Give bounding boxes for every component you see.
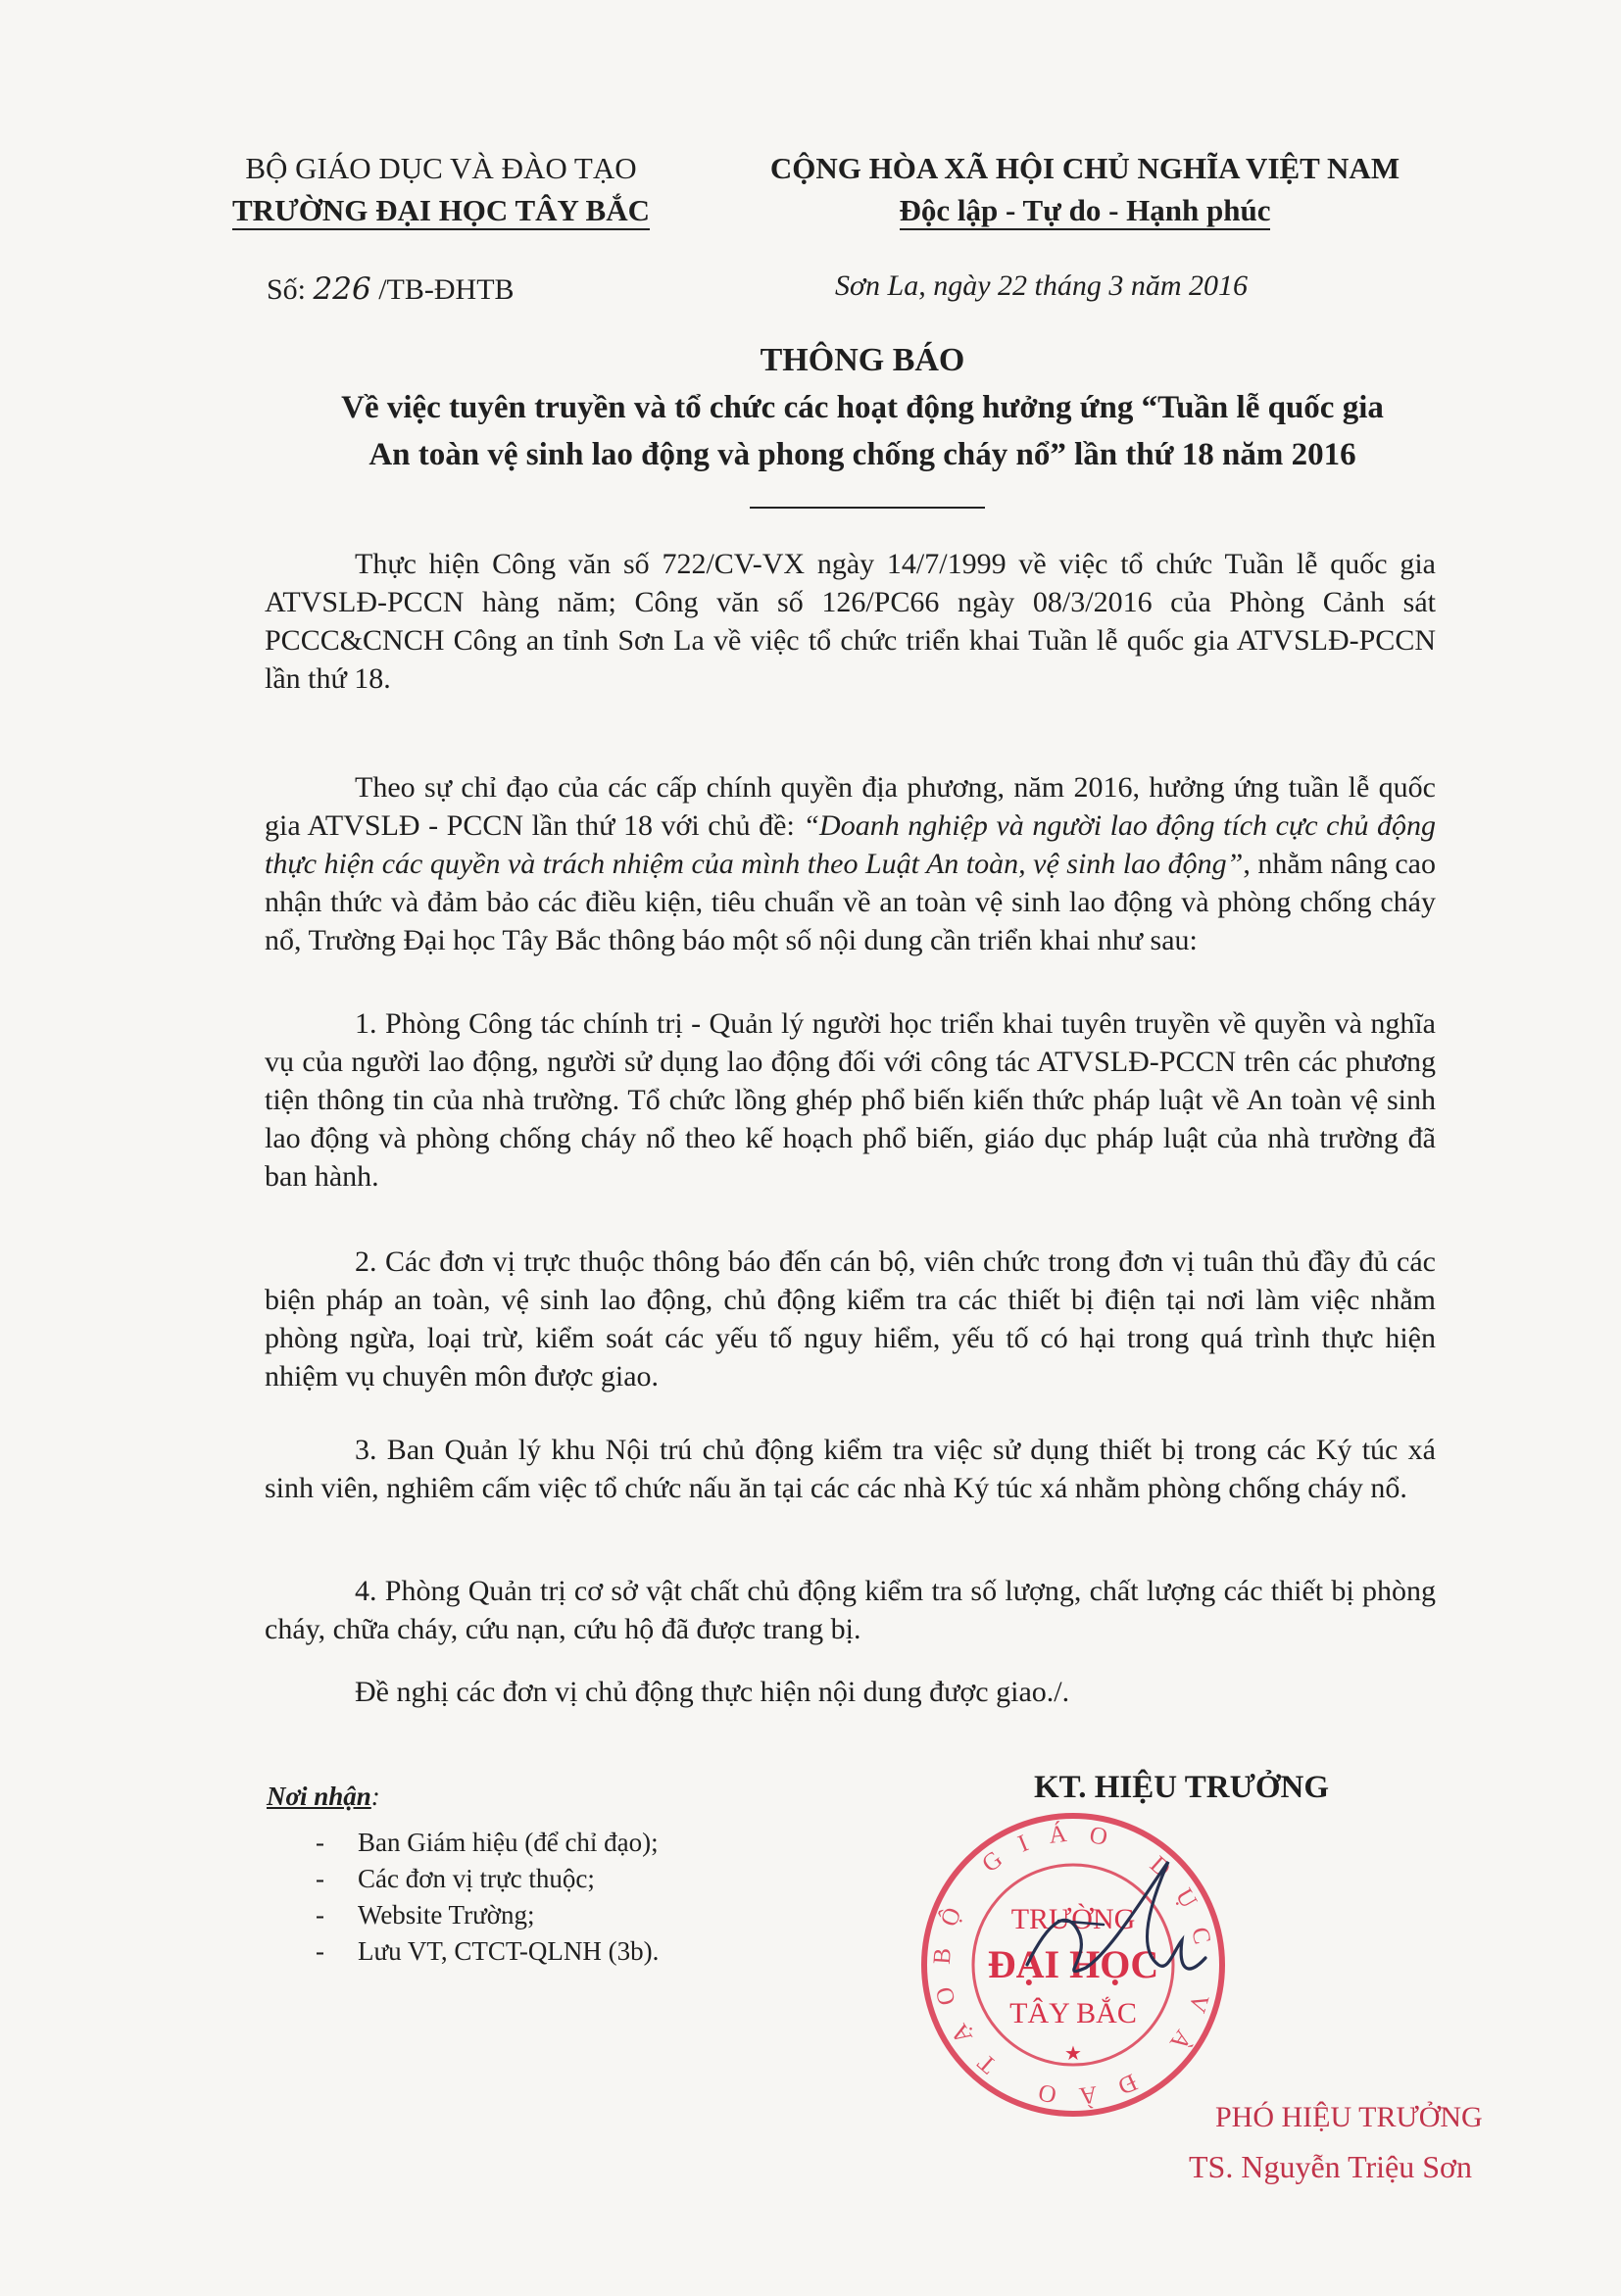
task-item-2: 2. Các đơn vị trực thuộc thông báo đến cán bộ, viên chức trong đơn vị tuân thủ đầy đủ các biện pháp an toàn, vệ sinh lao động, chủ động kiểm tra các thiết bị điện tại nơi làm việc nhằm phòng ngừa, loại trừ, kiểm soát các yếu tố nguy hiểm, yếu tố có hại trong quá trình thực hiện nhiệm vụ chuyên môn được giao. [265, 1246, 1436, 1392]
document-number [267, 271, 515, 307]
paragraph-direction [265, 768, 1436, 959]
recipient-item: - Lưu VT, CTCT-QLNH (3b). [267, 1933, 815, 1970]
star-icon [1064, 2041, 1082, 2065]
task-item-4: 4. Phòng Quản trị cơ sở vật chất chủ động kiểm tra số lượng, chất lượng các thiết bị phòng cháy, chữa cháy, cứu nạn, cứu hộ đã được trang bị. [265, 1575, 1436, 1645]
issuer-header [176, 147, 706, 231]
seal-line-2: ĐẠI HỌC [987, 1942, 1159, 1986]
svg-text:★: ★ [1064, 2041, 1082, 2065]
handwritten-number: 226 [313, 271, 371, 307]
school-name: TRƯỜNG ĐẠI HỌC TÂY BẮC [232, 193, 650, 230]
closing-request: Đề nghị các đơn vị chủ động thực hiện nội dung được giao./. [355, 1676, 1070, 1708]
date-place: Sơn La, ngày 22 tháng 3 năm 2016 [835, 269, 1249, 302]
seal-line-1: TRƯỜNG [1010, 1903, 1136, 1935]
national-motto: Độc lập - Tự do - Hạnh phúc [900, 193, 1271, 230]
recipients-block: Nơi nhận: - Ban Giám hiệu (để chỉ đạo); - Các đơn vị trực thuộc; - Website Trường; - Lưu VT, CTCT-QLNH (3b). [267, 1779, 815, 1970]
number-suffix: /TB-ĐHTB [378, 273, 515, 306]
recipient-item: - Website Trường; [267, 1897, 815, 1933]
title-subject-line-1: Về việc tuyên truyền và tổ chức các hoạt động hưởng ứng “Tuần lễ quốc gia [341, 390, 1384, 425]
paragraph-direction-a: Theo sự chỉ đạo của các cấp chính quyền địa phương, năm 2016, hưởng ứng tuần lễ quốc gia ATVSLĐ - PCCN lần thứ 18 với chủ đề: [265, 771, 1436, 842]
number-prefix: Số: [267, 273, 307, 306]
official-seal [911, 1803, 1235, 2126]
campaign-theme: “Doanh nghiệp và người lao động tích cực chủ động thực hiện các quyền và trách nhiệm của mình theo Luật An toàn, vệ sinh lao động” [265, 809, 1436, 880]
signer-name: TS. Nguyễn Triệu Sơn [1189, 2149, 1472, 2184]
seal-line-3: TÂY BẮC [1009, 1997, 1137, 2029]
seal-ring-text: BỘ GIÁO DỤC VÀ ĐÀO TẠO [928, 1820, 1218, 2110]
country-name: CỘNG HÒA XÃ HỘI CHỦ NGHĨA VIỆT NAM [769, 151, 1400, 185]
task-item-3: 3. Ban Quản lý khu Nội trú chủ động kiểm tra việc sử dụng thiết bị trong các Ký túc xá sinh viên, nghiêm cấm việc tổ chức nấu ăn tại các các nhà Ký túc xá nhằm phòng chống cháy nổ. [265, 1434, 1436, 1504]
document-title [157, 337, 1568, 478]
recipients-list [267, 1825, 815, 1970]
title-subject-line-2: An toàn vệ sinh lao động và phong chống cháy nổ” lần thứ 18 năm 2016 [368, 437, 1356, 472]
signer-position: PHÓ HIỆU TRƯỞNG [1215, 2101, 1483, 2133]
task-item-1: 1. Phòng Công tác chính trị - Quản lý người học triển khai tuyên truyền về quyền và nghĩa vụ của người lao động, người sử dụng lao động đối với công tác ATVSLĐ-PCCN trên các phương tiện thông tin của nhà trường. Tổ chức lồng ghép phổ biến kiến thức pháp luật về An toàn vệ sinh lao động và phòng chống cháy nổ theo kế hoạch phổ biến, giáo dục pháp luật của nhà trường đã ban hành. [265, 1007, 1436, 1193]
national-header [708, 147, 1462, 231]
paragraph-basis: Thực hiện Công văn số 722/CV-VX ngày 14/7/1999 về việc tổ chức Tuần lễ quốc gia ATVSLĐ-PCCN hàng năm; Công văn số 126/PC66 ngày 08/3/2016 của Phòng Cảnh sát PCCC&CNCH Công an tỉnh Sơn La về việc tổ chức triển khai Tuần lễ quốc gia ATVSLĐ-PCCN lần thứ 18. [265, 548, 1436, 695]
ministry-name: BỘ GIÁO DỤC VÀ ĐÀO TẠO [245, 151, 637, 185]
signature-on-behalf: KT. HIỆU TRƯỞNG [1034, 1770, 1330, 1805]
title-main: THÔNG BÁO [760, 342, 965, 378]
recipient-item: - Các đơn vị trực thuộc; [267, 1861, 815, 1897]
title-divider [750, 507, 985, 509]
recipient-item: - Ban Giám hiệu (để chỉ đạo); [267, 1825, 815, 1861]
recipients-label: Nơi nhận [267, 1782, 371, 1811]
paragraph-direction-b: , nhằm nâng cao nhận thức và đảm bảo các điều kiện, tiêu chuẩn về an toàn vệ sinh lao động và phòng chống cháy nổ, Trường Đại học Tây Bắc thông báo một số nội dung cần triển khai như sau: [265, 848, 1436, 956]
